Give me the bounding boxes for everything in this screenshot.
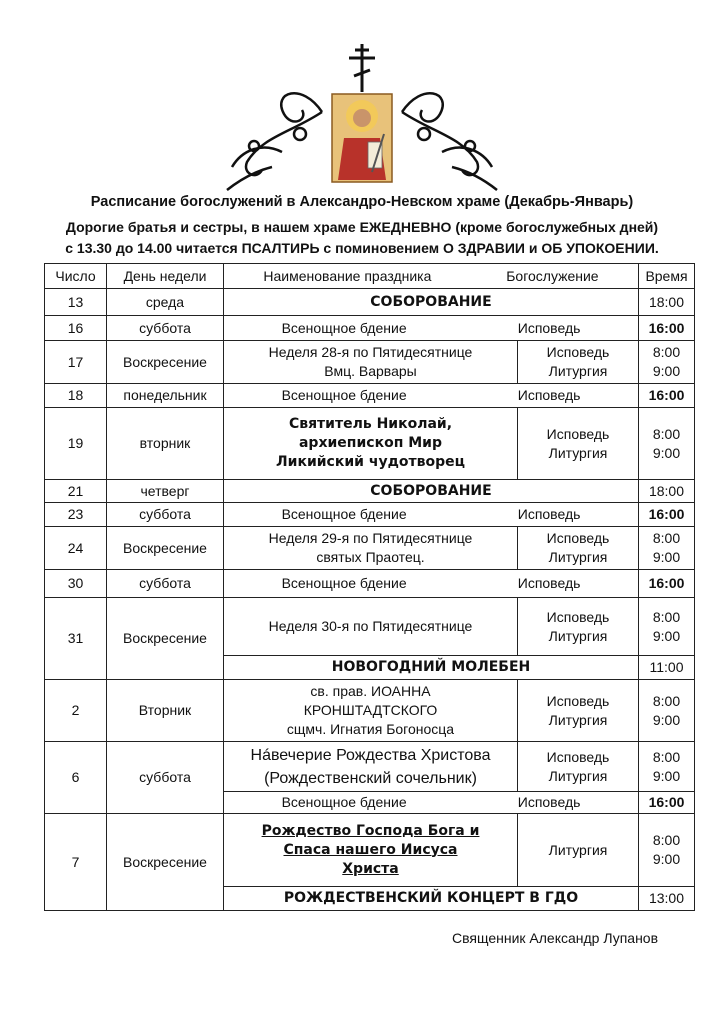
time-cell — [639, 814, 695, 887]
saint-icon — [332, 94, 392, 182]
date-cell: 18 — [45, 384, 107, 408]
time-cell: 16:00 — [639, 570, 695, 598]
weekday-cell: понедельник — [107, 384, 224, 408]
service-text: Исповедь — [517, 575, 581, 591]
time-cell — [639, 598, 695, 656]
table-row — [45, 527, 695, 570]
date-cell: 6 — [45, 742, 107, 814]
event-line: Спаса нашего Иисуса — [283, 841, 458, 858]
event-line: Неделя 29-я по Пятидесятнице — [268, 530, 473, 546]
service-line: Литургия — [548, 711, 608, 728]
time-line: 8:00 — [652, 344, 681, 360]
service-line: Литургия — [548, 363, 608, 379]
table-row — [45, 680, 695, 742]
event-line: сщмч. Игнатия Богоносца — [286, 721, 455, 737]
event-line: архиепископ Мир — [298, 435, 442, 451]
event-line: Неделя 28-я по Пятидесятнице — [268, 344, 473, 360]
time-cell: 16:00 — [639, 792, 695, 814]
table-row — [45, 503, 695, 527]
time-line: 8:00 — [652, 692, 681, 709]
event-line: Нáвечерие Рождества Христова — [250, 746, 491, 764]
service-line: Исповедь — [546, 692, 610, 709]
notice-line-1: Дорогие братья и сестры, в нашем храме ЕЖЕДНЕВНО (кроме богослужебных дней) — [65, 219, 659, 235]
event-cell: НОВОГОДНИЙ МОЛЕБЕН — [224, 656, 639, 680]
weekday-cell: вторник — [107, 408, 224, 480]
weekday-cell: суббота — [107, 503, 224, 527]
service-line: Литургия — [548, 444, 608, 461]
weekday-cell: Воскресение — [107, 527, 224, 570]
column-header-weekday: День недели — [107, 264, 224, 289]
time-cell — [639, 742, 695, 792]
time-cell: 11:00 — [639, 656, 695, 680]
date-cell: 23 — [45, 503, 107, 527]
time-line: 9:00 — [652, 549, 681, 565]
orthodox-cross-icon — [349, 44, 375, 92]
time-cell: 16:00 — [639, 503, 695, 527]
time-cell — [639, 408, 695, 480]
time-line: 8:00 — [652, 608, 681, 625]
event-text: Всенощное бдение — [281, 506, 407, 522]
weekday-cell: Воскресение — [107, 341, 224, 384]
table-header-row — [45, 264, 695, 289]
time-cell — [639, 527, 695, 570]
date-cell: 7 — [45, 814, 107, 911]
date-cell: 2 — [45, 680, 107, 742]
service-line: Исповедь — [546, 344, 610, 360]
column-header-time: Время — [639, 264, 695, 289]
time-cell: 13:00 — [639, 887, 695, 911]
service-text: Исповедь — [517, 387, 581, 403]
service-text: Исповедь — [517, 794, 581, 810]
date-cell: 13 — [45, 289, 107, 316]
weekday-cell: четверг — [107, 480, 224, 503]
service-line: Исповедь — [546, 530, 610, 546]
column-header-feast-label: Наименование праздника — [263, 267, 432, 284]
service-cell — [518, 341, 639, 384]
signature: Священник Александр Лупанов — [452, 930, 659, 946]
time-cell: 18:00 — [639, 480, 695, 503]
notice-line-2: с 13.30 до 14.00 читается ПСАЛТИРЬ с поминовением О ЗДРАВИИ и ОБ УПОКОЕНИИ. — [65, 240, 659, 256]
time-line: 8:00 — [652, 425, 681, 442]
time-cell — [639, 680, 695, 742]
event-cell — [224, 408, 518, 480]
weekday-cell: Воскресение — [107, 814, 224, 911]
service-line: Литургия — [548, 767, 608, 784]
event-cell: Неделя 30-я по Пятидесятнице — [224, 598, 518, 656]
event-cell — [224, 384, 639, 408]
event-line: Рождество Господа Бога и — [261, 822, 480, 839]
weekday-cell: Вторник — [107, 680, 224, 742]
left-flourish-icon — [227, 93, 322, 190]
event-text: Всенощное бдение — [281, 794, 407, 810]
table-row — [45, 408, 695, 480]
column-header-service-label: Богослужение — [506, 267, 599, 284]
weekday-cell: Воскресение — [107, 598, 224, 680]
right-flourish-icon — [402, 93, 497, 190]
table-row — [45, 570, 695, 598]
time-cell: 16:00 — [639, 316, 695, 341]
event-line: святых Праотец. — [316, 549, 425, 565]
event-cell: РОЖДЕСТВЕНСКИЙ КОНЦЕРТ В ГДО — [224, 887, 639, 911]
event-line: КРОНШТАДТСКОГО — [303, 702, 438, 718]
event-line: Святитель Николай, — [288, 416, 453, 432]
service-cell: Литургия — [518, 814, 639, 887]
service-line: Исповедь — [546, 748, 610, 765]
event-cell — [224, 503, 639, 527]
time-cell: 16:00 — [639, 384, 695, 408]
service-cell — [518, 408, 639, 480]
event-cell — [224, 570, 639, 598]
service-line: Литургия — [548, 627, 608, 644]
time-line: 8:00 — [652, 530, 681, 546]
table-row — [45, 742, 695, 792]
table-row — [45, 341, 695, 384]
weekday-cell: суббота — [107, 570, 224, 598]
event-cell — [224, 341, 518, 384]
service-line: Литургия — [548, 549, 608, 565]
event-line: Вмц. Варвары — [324, 363, 417, 379]
weekday-cell: суббота — [107, 316, 224, 341]
event-cell — [224, 527, 518, 570]
service-line: Исповедь — [546, 608, 610, 625]
header-ornament — [222, 42, 502, 192]
event-cell: СОБОРОВАНИЕ — [224, 480, 639, 503]
event-text: Всенощное бдение — [281, 319, 407, 336]
event-line: св. прав. ИОАННА — [310, 683, 431, 699]
date-cell: 19 — [45, 408, 107, 480]
time-cell: 18:00 — [639, 289, 695, 316]
event-text: Всенощное бдение — [281, 387, 407, 403]
service-line: Исповедь — [546, 425, 610, 442]
service-cell — [518, 527, 639, 570]
event-cell — [224, 316, 639, 341]
column-header-date: Число — [45, 264, 107, 289]
time-line: 9:00 — [652, 711, 681, 728]
table-row — [45, 598, 695, 656]
date-cell: 30 — [45, 570, 107, 598]
date-cell: 31 — [45, 598, 107, 680]
time-line: 9:00 — [652, 767, 681, 784]
table-row — [45, 289, 695, 316]
event-cell — [224, 814, 518, 887]
event-line: Христа — [342, 860, 399, 877]
time-line: 8:00 — [652, 832, 681, 848]
event-cell — [224, 792, 639, 814]
time-line: 9:00 — [652, 444, 681, 461]
service-cell — [518, 742, 639, 792]
event-text: Всенощное бдение — [281, 575, 407, 591]
table-row — [45, 384, 695, 408]
service-text: Исповедь — [517, 319, 581, 336]
service-cell — [518, 598, 639, 656]
time-line: 9:00 — [652, 627, 681, 644]
time-cell — [639, 341, 695, 384]
event-cell: СОБОРОВАНИЕ — [224, 289, 639, 316]
table-row — [45, 814, 695, 887]
event-cell — [224, 742, 518, 792]
page-title: Расписание богослужений в Александро-Невском храме (Декабрь-Январь) — [90, 194, 634, 210]
time-line: 8:00 — [652, 748, 681, 765]
event-line: (Рождественский сочельник) — [264, 769, 477, 787]
date-cell: 21 — [45, 480, 107, 503]
service-cell — [518, 680, 639, 742]
date-cell: 17 — [45, 341, 107, 384]
table-row — [45, 480, 695, 503]
weekday-cell: суббота — [107, 742, 224, 814]
event-line: Ликийский чудотворец — [276, 454, 465, 470]
column-header-feast — [224, 264, 639, 289]
schedule-table — [44, 263, 695, 911]
table-row — [45, 316, 695, 341]
service-text: Исповедь — [517, 506, 581, 522]
weekday-cell: среда — [107, 289, 224, 316]
date-cell: 24 — [45, 527, 107, 570]
time-line: 9:00 — [652, 851, 681, 867]
event-cell — [224, 680, 518, 742]
date-cell: 16 — [45, 316, 107, 341]
time-line: 9:00 — [652, 363, 681, 379]
